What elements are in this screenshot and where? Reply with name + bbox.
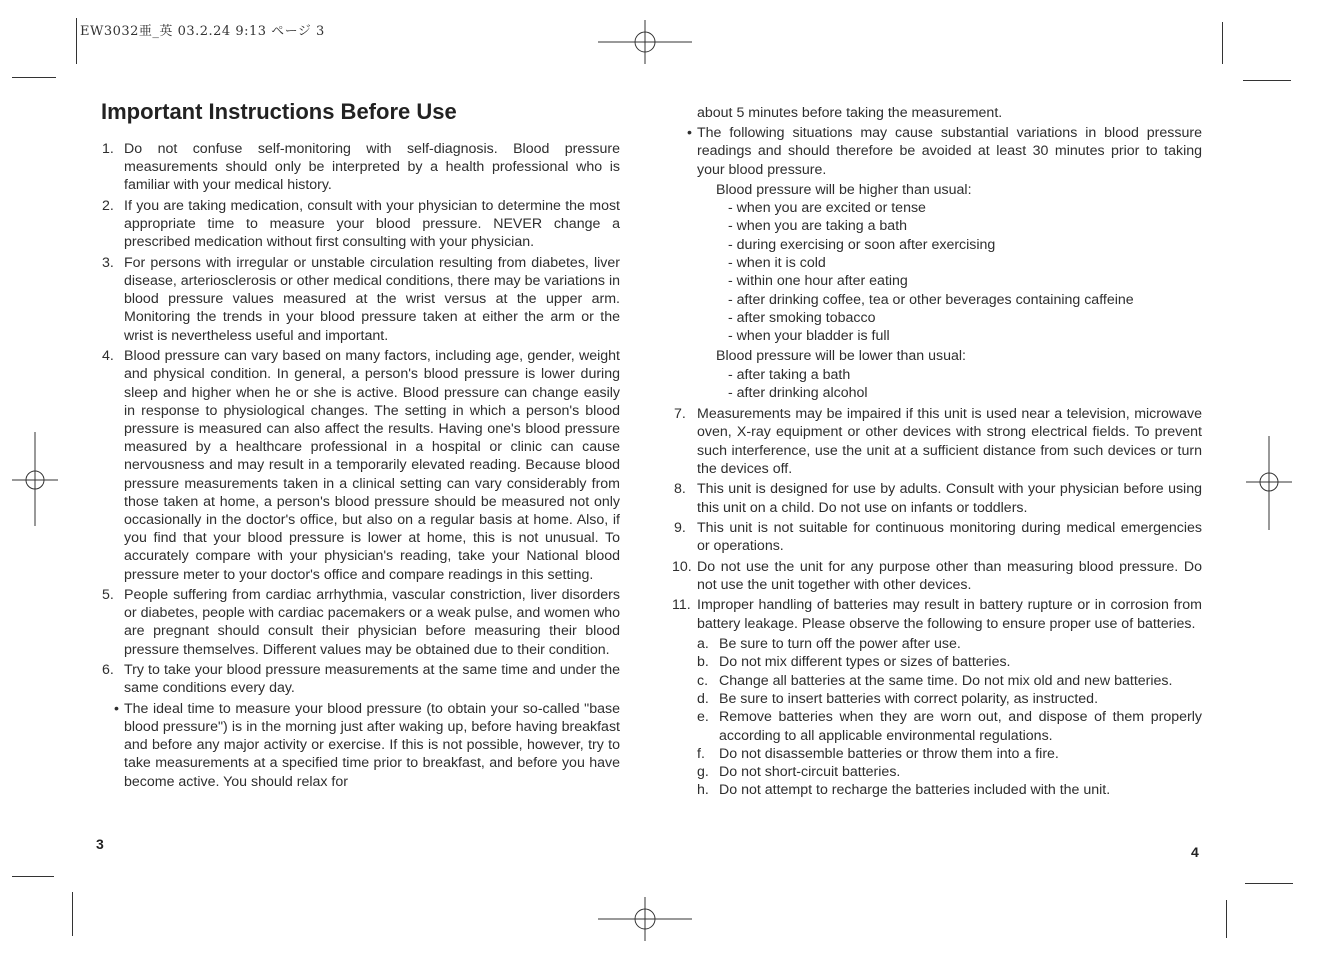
crop-mark: [76, 18, 77, 64]
dash-item: - after drinking alcohol: [728, 384, 868, 401]
list-item: [100, 197, 620, 252]
item-text: Blood pressure can vary based on many factors, including age, gender, weight and physical condition. In general, a person's blood pressure is lower during sleep and higher when he or she is active. Blood pressure can change easily in response to physiological changes. The setting in which a person's blood pressure is measured can also affect the results. Having one's blood pressure measured by a healthcare professional in a hospital or clinic can cause nervousness and may result in a temporarily elevated reading. Because blood pressure measurements taken in a clinical setting can vary considerably from those taken at home, a person's blood pressure should be measured not only occasionally in the doctor's office, but also on a regular basis at home. Also, if you find that your blood pressure is lower at home, this is not unusual. To accurately compare with your physician's reading, take your National blood pressure meter to your doctor's office and compare readings in this setting.: [124, 348, 620, 583]
item-text: Do not disassemble batteries or throw them into a fire.: [719, 745, 1059, 762]
item-text: If you are taking medication, consult with your physician to determine the most appropriate time to measure your blood pressure. NEVER change a prescribed medication without first consulting with your physician.: [124, 197, 620, 251]
list-item: [672, 558, 1202, 594]
item-text: Improper handling of batteries may result in battery rupture or in corrosion from battery leakage. Please observe the following to ensure proper use of batteries.: [697, 597, 1202, 632]
battery-item: [672, 653, 1202, 671]
list-item: [100, 140, 620, 195]
item-letter: d.: [697, 691, 709, 707]
dash-item: - within one hour after eating: [728, 273, 908, 290]
item-number: 5.: [102, 587, 114, 604]
item-text: Do not attempt to recharge the batteries included with the unit.: [719, 782, 1111, 799]
item-number: 2.: [102, 197, 114, 214]
crop-mark: [1243, 80, 1291, 81]
item-number: 6.: [102, 662, 114, 679]
bullet-icon: •: [114, 700, 119, 717]
registration-mark-icon: [598, 20, 692, 64]
dash-item: - after taking a bath: [728, 366, 851, 383]
item-letter: g.: [697, 764, 709, 781]
battery-item: [672, 781, 1202, 799]
item-number: 7.: [674, 406, 686, 423]
battery-item: [672, 690, 1202, 708]
item-letter: a.: [697, 636, 709, 653]
item-letter: h.: [697, 782, 709, 799]
registration-mark-icon: [1246, 436, 1292, 530]
list-item: [100, 347, 620, 584]
continued-text: about 5 minutes before taking the measurement.: [697, 105, 1003, 121]
page-number-left: 3: [96, 836, 104, 852]
dash-item: - after drinking coffee, tea or other beverages containing caffeine: [728, 291, 1134, 308]
item-text: Do not confuse self-monitoring with self-diagnosis. Blood pressure measurements should only be interpreted by a health professional who is familiar with your medical history.: [124, 141, 620, 194]
item-number: 9.: [674, 520, 686, 536]
item-text: Change all batteries at the same time. Do not mix old and new batteries.: [719, 672, 1173, 689]
list-item: [672, 519, 1202, 555]
list-item: [100, 254, 620, 345]
item-number: 4.: [102, 348, 114, 365]
battery-item: [672, 708, 1202, 745]
crop-mark: [72, 892, 73, 936]
item-text: This unit is not suitable for continuous monitoring during medical emergencies or operations.: [697, 520, 1202, 555]
bullet-icon: •: [687, 125, 692, 142]
item-text: Be sure to insert batteries with correct polarity, as instructed.: [719, 691, 1099, 707]
item-text: Try to take your blood pressure measurements at the same time and under the same conditions every day.: [124, 662, 620, 697]
item-text: Remove batteries when they are worn out, and dispose of them properly according to all applicable environmental regulations.: [719, 709, 1202, 744]
page-title: Important Instructions Before Use: [101, 99, 457, 124]
item-text: Be sure to turn off the power after use.: [719, 636, 961, 653]
item-number: 3.: [102, 254, 114, 271]
dash-item: - when you are excited or tense: [728, 200, 926, 217]
crop-mark: [12, 77, 56, 78]
item-text: Do not use the unit for any purpose other than measuring blood pressure. Do not use the unit together with other devices.: [697, 558, 1202, 593]
crop-mark: [1222, 22, 1223, 64]
crop-mark: [1226, 900, 1227, 938]
item-letter: f.: [697, 745, 705, 762]
bullet-text: The following situations may cause substantial variations in blood pressure readings and should therefore be avoided at least 30 minutes prior to taking your blood pressure.: [697, 125, 1202, 178]
page-number-right: 4: [1191, 844, 1199, 860]
list-item: [672, 405, 1202, 478]
item-number: 1.: [102, 141, 114, 157]
print-header: EW3032亜_英 03.2.24 9:13 ページ 3: [80, 24, 325, 39]
item-text: For persons with irregular or unstable circulation resulting from diabetes, liver disease, arteriosclerosis or other medical conditions, there may be variations in blood pressure values measured at the wrist versus at the upper arm. Monitoring the trends in your blood pressure taken at either the arm or the wrist is nevertheless useful and important.: [124, 254, 621, 344]
higher-heading: Blood pressure will be higher than usual:: [716, 181, 972, 198]
bullet-item: [100, 700, 620, 791]
battery-item: [672, 745, 1202, 763]
item-letter: b.: [697, 654, 709, 671]
list-item: [100, 586, 620, 659]
item-letter: c.: [697, 672, 709, 689]
list-item: [672, 480, 1202, 516]
item-text: Do not mix different types or sizes of batteries.: [719, 654, 1011, 671]
item-text: This unit is designed for use by adults. Consult with your physician before using this unit on a child. Do not use on infants or toddlers.: [697, 481, 1202, 516]
item-number: 11.: [672, 597, 691, 614]
item-letter: e.: [697, 709, 709, 726]
item-text: People suffering from cardiac arrhythmia, vascular constriction, liver disorders or diabetes, people with cardiac pacemakers or a weak pulse, and women who are pregnant should consult their physician before measuring their blood pressure themselves. Different values may be obtained due to their condition.: [124, 587, 620, 658]
item-text: Measurements may be impaired if this unit is used near a television, microwave oven, X-ray equipment or other devices with strong electrical fields. To prevent such interference, use the unit at a sufficient distance from such devices or turn the devices off.: [697, 406, 1202, 477]
lower-heading: Blood pressure will be lower than usual:: [716, 348, 966, 365]
item-number: 8.: [674, 481, 686, 498]
bullet-item: [672, 124, 1202, 179]
list-item: [100, 661, 620, 697]
bullet-text: The ideal time to measure your blood pressure (to obtain your so-called "base blood pressure") is in the morning just after waking up, before having breakfast and before any major activity or exercise. If this is not possible, however, try to take measurements at a specified time prior to breakfast, and before you have become active. You should relax for: [124, 700, 620, 790]
dash-item: - after smoking tobacco: [728, 309, 876, 326]
dash-item: - when it is cold: [728, 254, 826, 271]
battery-item: [672, 763, 1202, 781]
right-column: [672, 104, 1202, 800]
item-number: 10.: [672, 558, 692, 575]
battery-item: [672, 672, 1202, 690]
list-item: [672, 596, 1202, 632]
dash-item: - during exercising or soon after exercising: [728, 236, 996, 253]
item-text: Do not short-circuit batteries.: [719, 764, 901, 781]
dash-item: - when you are taking a bath: [728, 218, 908, 235]
dash-item: - when your bladder is full: [728, 328, 890, 345]
crop-mark: [12, 876, 54, 877]
registration-mark-icon: [598, 897, 692, 941]
left-column: [100, 140, 620, 793]
battery-item: [672, 635, 1202, 653]
crop-mark: [1245, 883, 1293, 884]
registration-mark-icon: [12, 432, 58, 526]
